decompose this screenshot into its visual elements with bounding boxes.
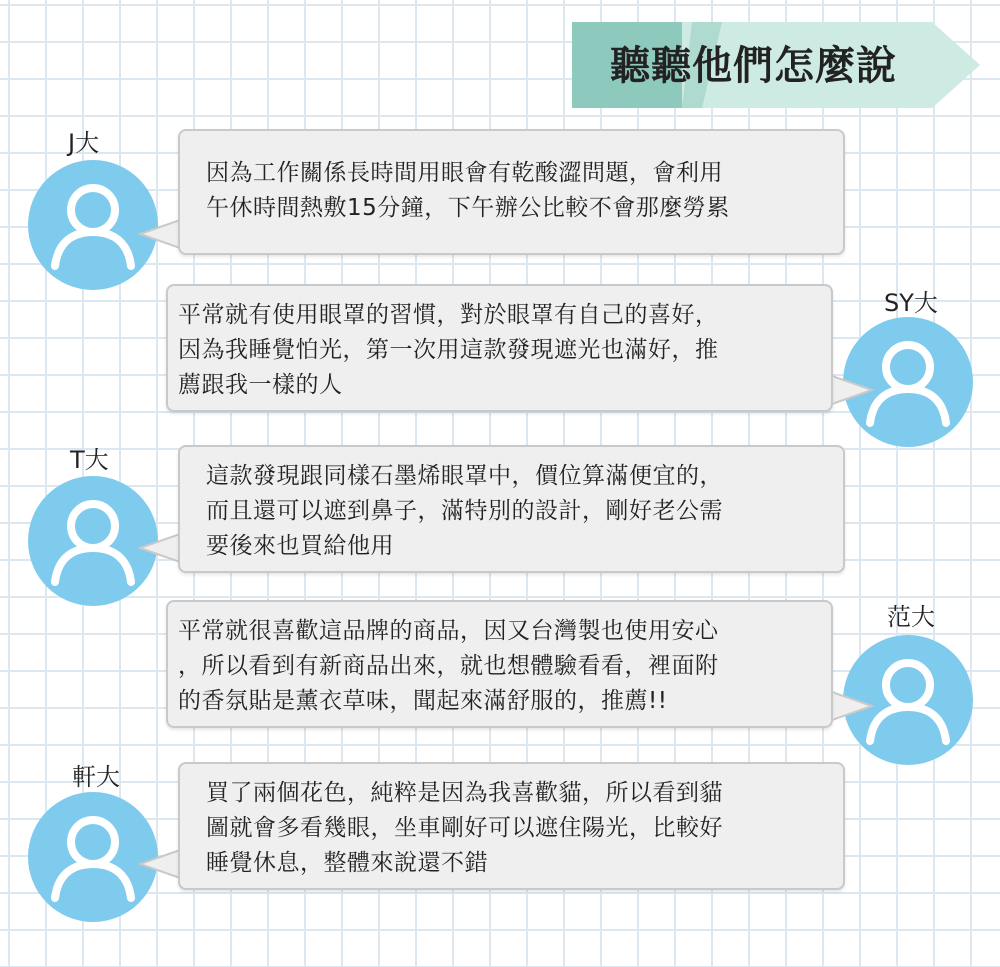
- review-line: 這款發現跟同樣石墨烯眼罩中，價位算滿便宜的，: [206, 463, 723, 489]
- review-text: [206, 776, 821, 881]
- reviewer-name: 軒大: [72, 763, 120, 791]
- speech-bubble: [178, 129, 845, 255]
- speech-bubble: [178, 445, 845, 573]
- review-text: [206, 459, 821, 564]
- review-line: 平常就很喜歡這品牌的商品，因又台灣製也使用安心: [178, 618, 719, 644]
- review-line: 的香氛貼是薰衣草味，聞起來滿舒服的，推薦!!: [178, 688, 668, 714]
- review-text: [178, 298, 809, 403]
- review-line: 睡覺休息，整體來說還不錯: [206, 850, 488, 876]
- bubble-tail: [830, 690, 874, 724]
- review-line: 而且還可以遮到鼻子，滿特別的設計，剛好老公需: [206, 498, 723, 524]
- page-title: 聽聽他們怎麼說: [610, 43, 897, 89]
- speech-bubble: [166, 284, 833, 412]
- bubble-tail: [830, 374, 874, 408]
- reviewer-name: T大: [70, 446, 109, 474]
- review-line: 因為我睡覺怕光，第一次用這款發現遮光也滿好，推: [178, 337, 719, 363]
- title-banner: [572, 10, 984, 115]
- review-line: 薦跟我一樣的人: [178, 372, 343, 398]
- bubble-tail: [138, 532, 182, 566]
- review-text: [206, 156, 821, 226]
- review-line: 因為工作關係長時間用眼會有乾酸澀問題，會利用: [206, 160, 723, 186]
- review-line: 圖就會多看幾眼，坐車剛好可以遮住陽光，比較好: [206, 815, 723, 841]
- review-line: 平常就有使用眼罩的習慣，對於眼罩有自己的喜好，: [178, 302, 719, 328]
- speech-bubble: [178, 762, 845, 890]
- speech-bubble: [166, 600, 833, 728]
- review-text: [178, 614, 809, 719]
- reviewer-name: SY大: [884, 289, 938, 317]
- review-line: 午休時間熱敷15分鐘，下午辦公比較不會那麼勞累: [206, 195, 730, 221]
- review-line: ，所以看到有新商品出來，就也想體驗看看，裡面附: [178, 653, 719, 679]
- bubble-tail: [138, 218, 182, 252]
- review-line: 要後來也買給他用: [206, 533, 394, 559]
- reviewer-name: J大: [68, 129, 100, 157]
- bubble-tail: [138, 848, 182, 882]
- reviewer-name: 范大: [887, 603, 935, 631]
- review-line: 買了兩個花色，純粹是因為我喜歡貓，所以看到貓: [206, 780, 723, 806]
